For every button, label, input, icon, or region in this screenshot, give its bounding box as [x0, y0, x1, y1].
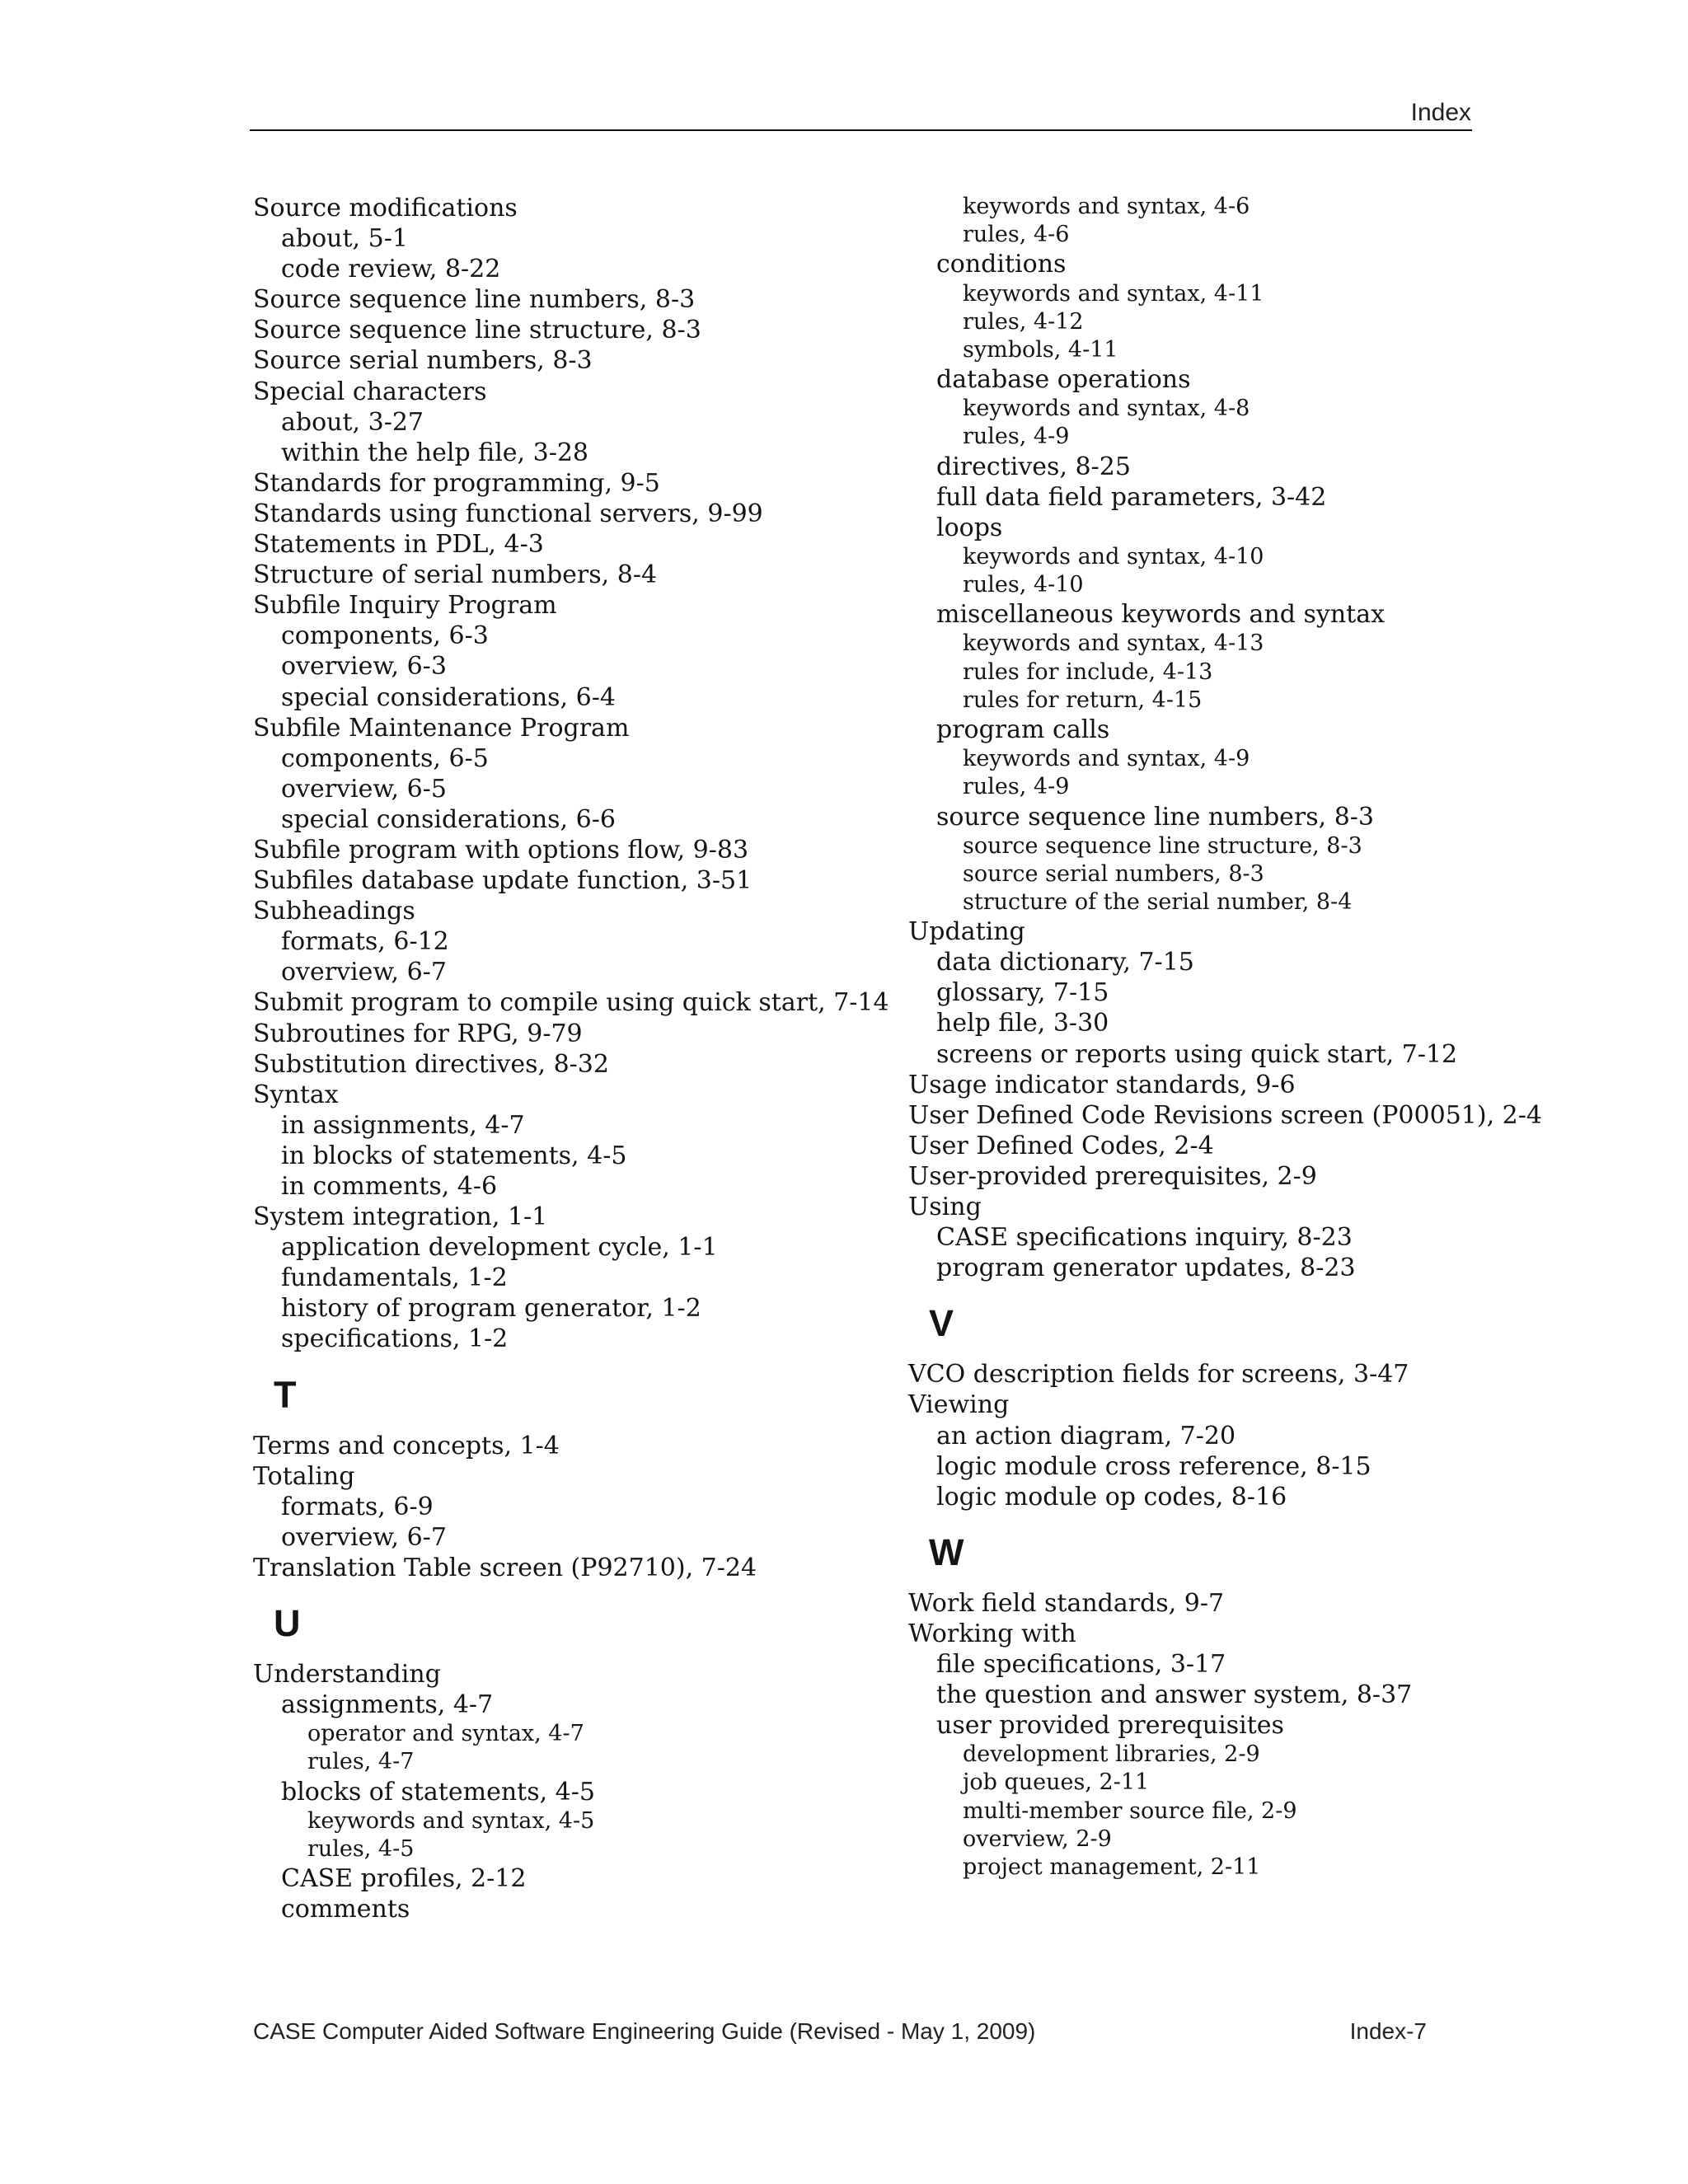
index-entry: Subfile Inquiry Program — [253, 591, 557, 621]
index-entry: Subfiles database update function, 3-51 — [253, 866, 753, 896]
index-subentry: the question and answer system, 8-37 — [936, 1680, 1413, 1710]
index-subentry: keywords and syntax, 4-5 — [307, 1807, 595, 1834]
index-subentry: file specifications, 3-17 — [936, 1649, 1226, 1679]
index-subentry: CASE specifications inquiry, 8-23 — [936, 1223, 1353, 1253]
index-subentry: keywords and syntax, 4-9 — [963, 746, 1250, 772]
index-subentry: logic module cross reference, 8-15 — [936, 1451, 1372, 1481]
index-subentry: screens or reports using quick start, 7-12 — [936, 1039, 1458, 1069]
index-subentry: symbols, 4-11 — [963, 336, 1118, 363]
index-subentry: program generator updates, 8-23 — [936, 1254, 1356, 1283]
index-entry: Subroutines for RPG, 9-79 — [253, 1019, 583, 1048]
index-subentry: special considerations, 6-6 — [281, 804, 616, 834]
section-letter-heading: U — [274, 1602, 301, 1645]
header-rule — [250, 129, 1472, 131]
index-entry: Source sequence line numbers, 8-3 — [253, 285, 696, 315]
section-letter-heading: T — [274, 1373, 297, 1416]
index-subentry: overview, 2-9 — [963, 1825, 1112, 1852]
index-subentry: rules, 4-12 — [963, 308, 1084, 335]
index-subentry: miscellaneous keywords and syntax — [936, 600, 1386, 630]
index-subentry: rules, 4-6 — [963, 222, 1070, 248]
index-entry: Subfile program with options flow, 9-83 — [253, 835, 749, 865]
index-subentry: keywords and syntax, 4-13 — [963, 630, 1264, 657]
index-subentry: CASE profiles, 2-12 — [281, 1864, 527, 1894]
section-letter-heading: W — [929, 1530, 964, 1573]
index-entry: VCO description fields for screens, 3-47 — [908, 1360, 1409, 1390]
index-subentry: fundamentals, 1-2 — [281, 1263, 508, 1293]
index-subentry: blocks of statements, 4-5 — [281, 1777, 595, 1807]
index-subentry: application development cycle, 1-1 — [281, 1233, 718, 1263]
index-entry: Submit program to compile using quick start, 7-14 — [253, 988, 889, 1018]
index-subentry: an action diagram, 7-20 — [936, 1421, 1236, 1451]
index-entry: Terms and concepts, 1-4 — [253, 1431, 560, 1460]
index-subentry: keywords and syntax, 4-8 — [963, 396, 1250, 422]
index-entry: Using — [908, 1193, 982, 1222]
index-subentry: components, 6-5 — [281, 743, 489, 773]
index-entry: User-provided prerequisites, 2-9 — [908, 1161, 1317, 1191]
index-subentry: source sequence line structure, 8-3 — [963, 832, 1362, 859]
index-subentry: keywords and syntax, 4-10 — [963, 543, 1264, 569]
index-subentry: keywords and syntax, 4-11 — [963, 280, 1264, 307]
index-subentry: rules, 4-5 — [307, 1835, 415, 1862]
index-subentry: loops — [936, 513, 1003, 542]
index-subentry: glossary, 7-15 — [936, 978, 1109, 1008]
index-subentry: development libraries, 2-9 — [963, 1741, 1260, 1768]
index-subentry: in comments, 4-6 — [281, 1172, 498, 1201]
index-entry: Subheadings — [253, 897, 415, 926]
index-subentry: comments — [281, 1895, 410, 1924]
index-subentry: components, 6-3 — [281, 621, 489, 651]
index-subentry: in blocks of statements, 4-5 — [281, 1141, 627, 1170]
section-letter-heading: V — [929, 1302, 954, 1345]
index-subentry: job queues, 2-11 — [963, 1769, 1150, 1796]
index-subentry: multi-member source file, 2-9 — [963, 1797, 1297, 1824]
index-entry: Source sequence line structure, 8-3 — [253, 316, 701, 345]
index-entry: Understanding — [253, 1660, 441, 1690]
index-entry: Substitution directives, 8-32 — [253, 1049, 609, 1079]
index-entry: System integration, 1-1 — [253, 1202, 548, 1232]
index-entry: Viewing — [908, 1390, 1010, 1420]
index-entry: Source serial numbers, 8-3 — [253, 346, 593, 376]
index-subentry: source serial numbers, 8-3 — [963, 860, 1264, 887]
index-entry: Statements in PDL, 4-3 — [253, 530, 544, 560]
index-subentry: conditions — [936, 250, 1067, 279]
index-subentry: rules for return, 4-15 — [963, 687, 1203, 713]
index-subentry: logic module op codes, 8-16 — [936, 1482, 1287, 1511]
index-subentry: rules for include, 4-13 — [963, 658, 1213, 685]
index-entry: Totaling — [253, 1461, 355, 1491]
index-subentry: keywords and syntax, 4-6 — [963, 194, 1250, 219]
index-entry: User Defined Codes, 2-4 — [908, 1131, 1214, 1160]
index-entry: Usage indicator standards, 9-6 — [908, 1070, 1296, 1099]
index-subentry: overview, 6-7 — [281, 1522, 447, 1552]
index-column-left — [253, 193, 904, 1924]
index-column-right — [908, 193, 1542, 1882]
index-entry: Standards using functional servers, 9-99 — [253, 499, 763, 528]
index-subentry: rules, 4-7 — [307, 1749, 415, 1775]
running-header: Index — [1410, 99, 1471, 126]
index-subentry: about, 3-27 — [281, 407, 424, 437]
index-entry: Source modifications — [253, 194, 518, 223]
index-entry: Translation Table screen (P92710), 7-24 — [253, 1553, 757, 1582]
index-subentry: program calls — [936, 715, 1110, 744]
index-entry: Syntax — [253, 1080, 339, 1109]
index-subentry: operator and syntax, 4-7 — [307, 1721, 584, 1747]
index-entry: Structure of serial numbers, 8-4 — [253, 560, 658, 590]
index-subentry: overview, 6-7 — [281, 958, 447, 987]
index-subentry: rules, 4-9 — [963, 424, 1070, 450]
index-subentry: in assignments, 4-7 — [281, 1110, 525, 1140]
index-subentry: about, 5-1 — [281, 224, 408, 254]
index-subentry: formats, 6-9 — [281, 1492, 434, 1521]
index-entry: Standards for programming, 9-5 — [253, 468, 660, 498]
index-subentry: directives, 8-25 — [936, 452, 1131, 481]
index-subentry: database operations — [936, 365, 1191, 395]
index-subentry: overview, 6-5 — [281, 774, 447, 804]
index-subentry: rules, 4-9 — [963, 774, 1070, 800]
index-entry: Updating — [908, 917, 1025, 947]
index-subentry: code review, 8-22 — [281, 255, 501, 284]
index-subentry: formats, 6-12 — [281, 927, 449, 957]
index-subentry: history of program generator, 1-2 — [281, 1294, 701, 1324]
index-subentry: overview, 6-3 — [281, 652, 447, 682]
index-subentry: source sequence line numbers, 8-3 — [936, 802, 1375, 832]
index-entry: Special characters — [253, 377, 487, 406]
index-subentry: special considerations, 6-4 — [281, 682, 616, 712]
index-subentry: data dictionary, 7-15 — [936, 948, 1194, 977]
footer-document-title: CASE Computer Aided Software Engineering Guide (Revised - May 1, 2009) — [253, 2018, 1036, 2044]
index-entry: Working with — [908, 1619, 1076, 1648]
index-entry: Work field standards, 9-7 — [908, 1588, 1225, 1618]
index-entry: Subfile Maintenance Program — [253, 713, 630, 743]
index-subentry: assignments, 4-7 — [281, 1690, 494, 1720]
index-entry: User Defined Code Revisions screen (P00051), 2-4 — [908, 1100, 1542, 1130]
index-subentry: help file, 3-30 — [936, 1009, 1109, 1038]
index-subentry: project management, 2-11 — [963, 1854, 1261, 1881]
index-subentry: full data field parameters, 3-42 — [936, 482, 1327, 512]
index-subentry: user provided prerequisites — [936, 1711, 1284, 1741]
index-subentry: rules, 4-10 — [963, 572, 1084, 598]
index-subentry: structure of the serial number, 8-4 — [963, 889, 1353, 915]
footer-page-number: Index-7 — [1349, 2018, 1427, 2044]
index-subentry: within the help file, 3-28 — [281, 438, 589, 467]
index-subentry: specifications, 1-2 — [281, 1324, 509, 1354]
